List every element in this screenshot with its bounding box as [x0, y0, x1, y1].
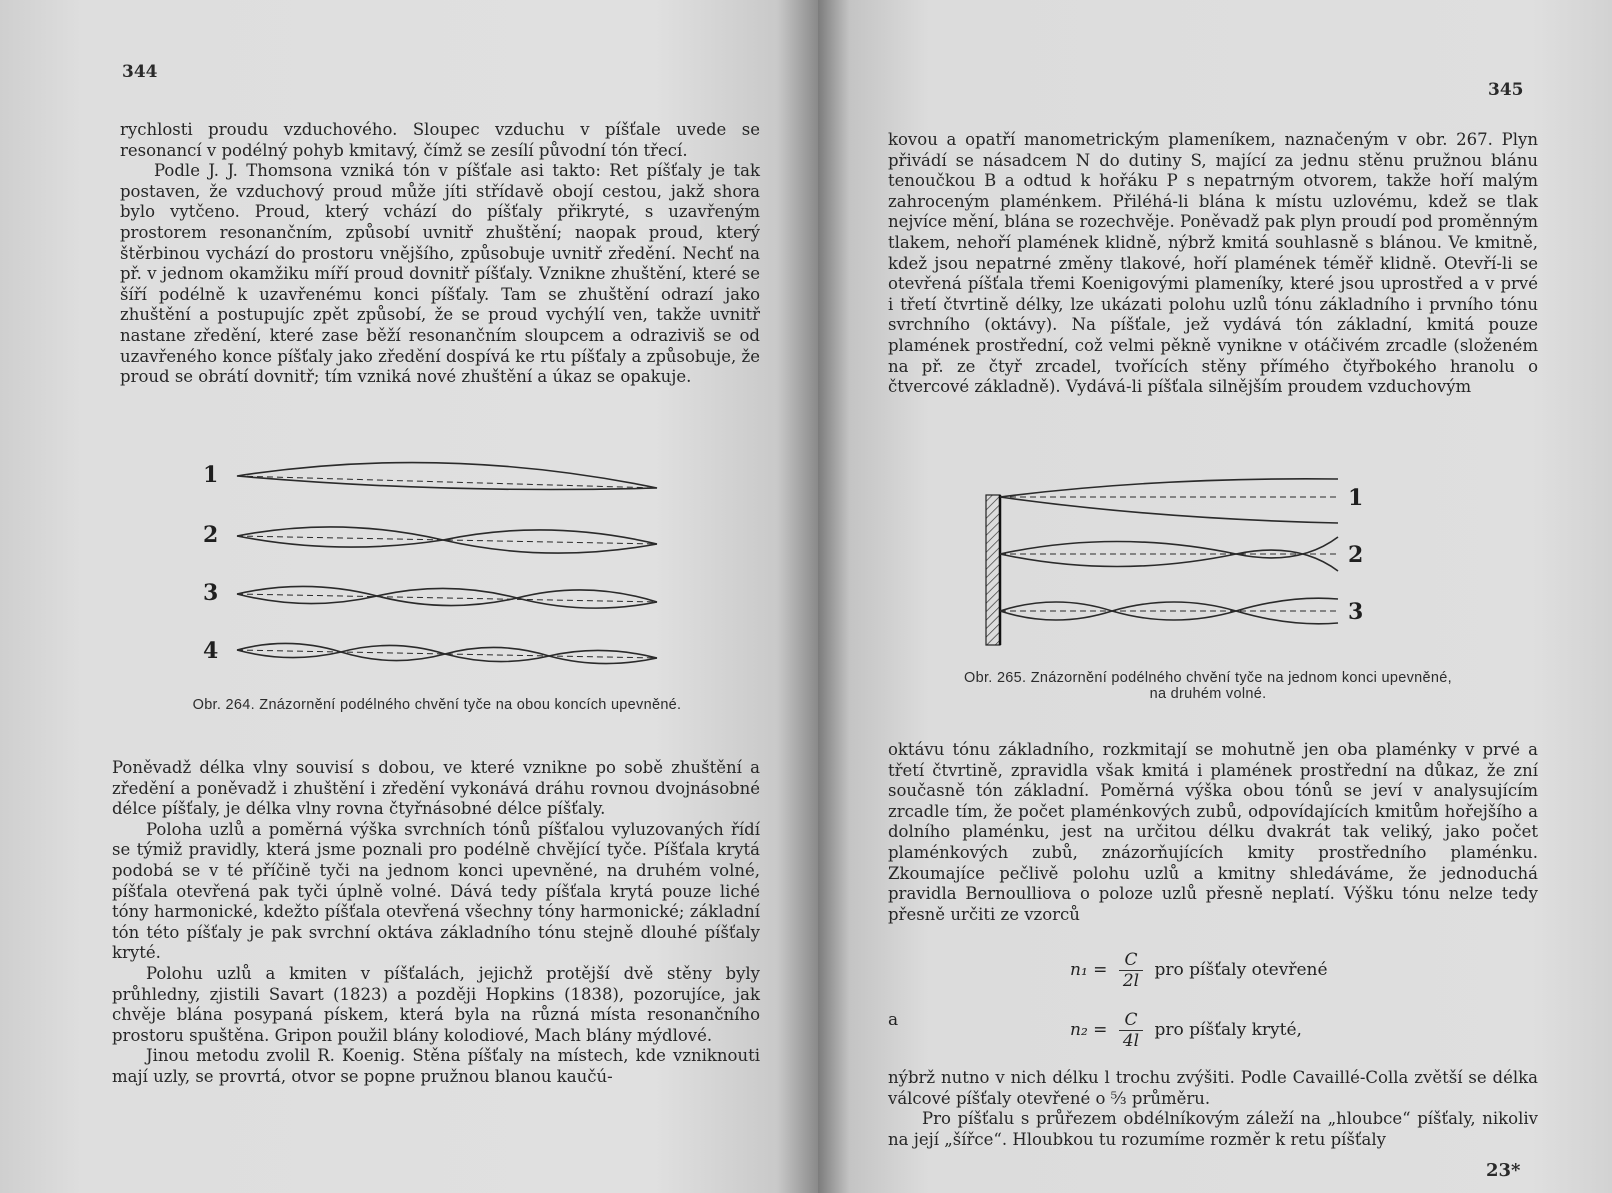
right-text-top: [888, 130, 1538, 398]
right-text-middle: [888, 740, 1538, 925]
paragraph: Pro píšťalu s průřezem obdélníkovým záleží na „hloubce“ píšťaly, nikoliv na její „šířce“. Hloubkou tu rozumíme rozměr k retu píšťaly: [888, 1109, 1538, 1149]
formula-text: pro píšťaly kryté,: [1154, 1020, 1302, 1040]
fixed-wall: [986, 495, 1000, 645]
formula-connector: a: [888, 1010, 899, 1030]
fraction: [1119, 950, 1143, 991]
formula-open-pipe: [1070, 950, 1328, 991]
figure-264-caption: Obr. 264. Znázornění podélného chvění tyče na obou koncích upevněné.: [192, 697, 682, 713]
right-page: [818, 0, 1612, 1193]
fraction-numerator: C: [1119, 1010, 1143, 1031]
formula-lhs: n₁ =: [1070, 960, 1108, 980]
paragraph: nýbrž nutno v nich délku l trochu zvýšiti. Podle Cavaillé-Colla zvětší se délka válcové píšťaly otevřené o ⁵⁄₃ průměru.: [888, 1068, 1538, 1108]
figure-label: 2: [203, 522, 219, 548]
fraction-denominator: 4l: [1122, 1031, 1140, 1051]
left-page-number: 344: [122, 62, 158, 82]
figure-label: 4: [203, 638, 219, 664]
paragraph: kovou a opatří manometrickým plameníkem, naznačeným v obr. 267. Plyn přivádí se násadcem N do dutiny S, mající za jednu stěnu pružnou blánu tenoučkou B a odtud k hořáku P s nepatrným otvorem, takže hoří malým zahroceným plaménkem. Přiléhá-li blána k místu uzlovému, kdež se tlak nejvíce mění, blána se rozechvěje. Poněvadž pak plyn proudí pod proměnným tlakem, nehoří plamének klidně, nýbrž kmitá souhlasně s blánou. Ve kmitně, kdež jsou nepatrné změny tlakové, hoří plamének téměř klidně. Otevří-li se otevřená píšťala třemi Koenigovými plameníky, které jsou uprostřed a v prvé i třetí čtvrtině délky, lze ukázati polohu uzlů tónu základního i prvního tónu svrchního (oktávy). Na píšťale, jež vydává tón základní, kmitá pouze plamének prostřední, což velmi pěkně vynikne v otáčivém zrcadle (složeném na př. ze čtyř zrcadel, tvořících stěny přímého čtyřbokého hranolu o čtvercové základně). Vydává-li píšťala silnějším proudem vzduchovým: [888, 130, 1538, 397]
right-text-bottom: [888, 1068, 1538, 1150]
paragraph: Poněvadž délka vlny souvisí s dobou, ve které vznikne po sobě zhuštění a zředění a poněvadž i zhuštění i zředění vykonává dráhu rovnou dvojnásobné délce píšťaly, je délka vlny rovna čtyřnásobné délce píšťaly.: [112, 758, 760, 819]
figure-label: 1: [1348, 485, 1364, 511]
left-text-top: [120, 120, 760, 388]
paragraph: Polohu uzlů a kmiten v píšťalách, jejichž protější dvě stěny byly průhledny, zjistili Savart (1823) a později Hopkins (1838), pozorujíce, jak chvěje blána posypaná pískem, která byla na různá místa resonančního prostoru spuštěna. Gripon použil blány kolodiové, Mach blány mýdlové.: [112, 963, 760, 1045]
figure-265: [978, 475, 1398, 655]
paragraph: rychlosti proudu vzduchového. Sloupec vzduchu v píšťale uvede se resonancí v podélný pohyb kmitavý, čímž se zesílí původní tón třecí.: [120, 120, 760, 160]
left-text-bottom: [112, 758, 760, 1088]
fraction-denominator: 2l: [1122, 971, 1140, 991]
formula-closed-pipe: [1070, 1010, 1302, 1051]
caption-line: na druhém volné.: [1149, 686, 1267, 702]
paragraph: oktávu tónu základního, rozkmitají se mohutně jen oba plaménky v prvé a třetí čtvrtině, zpravidla však kmitá i plamének prostřední na důkaz, že zní současně tón základní. Poměrná výška obou tónů se jeví v analysujícím zrcadle tím, že počet plaménkových zubů, odpovídajících kmitům hořejšího a dolního plaménku, jest na určitou délku dvakrát tak veliký, jako počet plaménkových zubů, znázorňujících kmity prostředního plaménku. Zkoumajíce pečlivě polohu uzlů a kmitny shledáváme, že jednoduchá pravidla Bernoulliova o poloze uzlů přesně neplatí. Výšku tónu nelze tedy přesně určiti ze vzorců: [888, 740, 1538, 924]
figure-label: 1: [203, 462, 219, 488]
paragraph: Podle J. J. Thomsona vzniká tón v píšťale asi takto: Ret píšťaly je tak postaven, že vzduchový proud může jíti střídavě obojí cestou, jakž shora bylo vytčeno. Proud, který vchází do píšťaly přikryté, s uzavřeným prostorem resonančním, způsobí uvnitř zhuštění; naopak proud, který štěrbinou vychází do prostoru vnějšího, způsobuje uvnitř zředění. Nechť na př. v jednom okamžiku míří proud dovnitř píšťaly. Vznikne zhuštění, které se šíří podélně k uzavřenému konci píšťaly. Tam se zhuštění odrazí jako zhuštění a postupujíc zpět způsobí, že se proud vychýlí ven, takže uvnitř nastane zředění, které zase běží resonančním sloupcem a odraziviš se od uzavřeného konce píšťaly jako zředění dospívá ke rtu píšťaly a způsobuje, že proud se obrátí dovnitř; tím vzniká nové zhuštění a úkaz se opakuje.: [120, 161, 760, 387]
figure-264: [195, 460, 685, 685]
signature-mark: 23*: [1486, 1160, 1521, 1181]
paragraph: Jinou metodu zvolil R. Koenig. Stěna píšťaly na místech, kde vzniknouti mají uzly, se provrtá, otvor se popne pružnou blanou kaučú-: [112, 1046, 760, 1086]
fraction-numerator: C: [1119, 950, 1143, 971]
figure-265-caption: [878, 670, 1538, 702]
figure-label: 2: [1348, 542, 1364, 568]
caption-line: Obr. 265. Znázornění podélného chvění tyče na jednom konci upevněné,: [964, 670, 1452, 686]
right-page-number: 345: [1488, 80, 1524, 100]
formula-text: pro píšťaly otevřené: [1154, 960, 1328, 980]
figure-label: 3: [203, 580, 219, 606]
figure-label: 3: [1348, 599, 1364, 625]
fraction: [1119, 1010, 1143, 1051]
formula-lhs: n₂ =: [1070, 1020, 1108, 1040]
paragraph: Poloha uzlů a poměrná výška svrchních tónů píšťalou vyluzovaných řídí se týmiž pravidly, která jsme poznali pro podélně chvějící tyče. Píšťala krytá podobá se v té příčině tyči na jednom konci upevněné, na druhém volné, píšťala otevřená pak tyči úplně volné. Dává tedy píšťala krytá pouze liché tóny harmonické, kdežto píšťala otevřená všechny tóny harmonické; základní tón této píšťaly je pak svrchní oktáva základního tónu stejně dlouhé píšťaly kryté.: [112, 819, 760, 963]
